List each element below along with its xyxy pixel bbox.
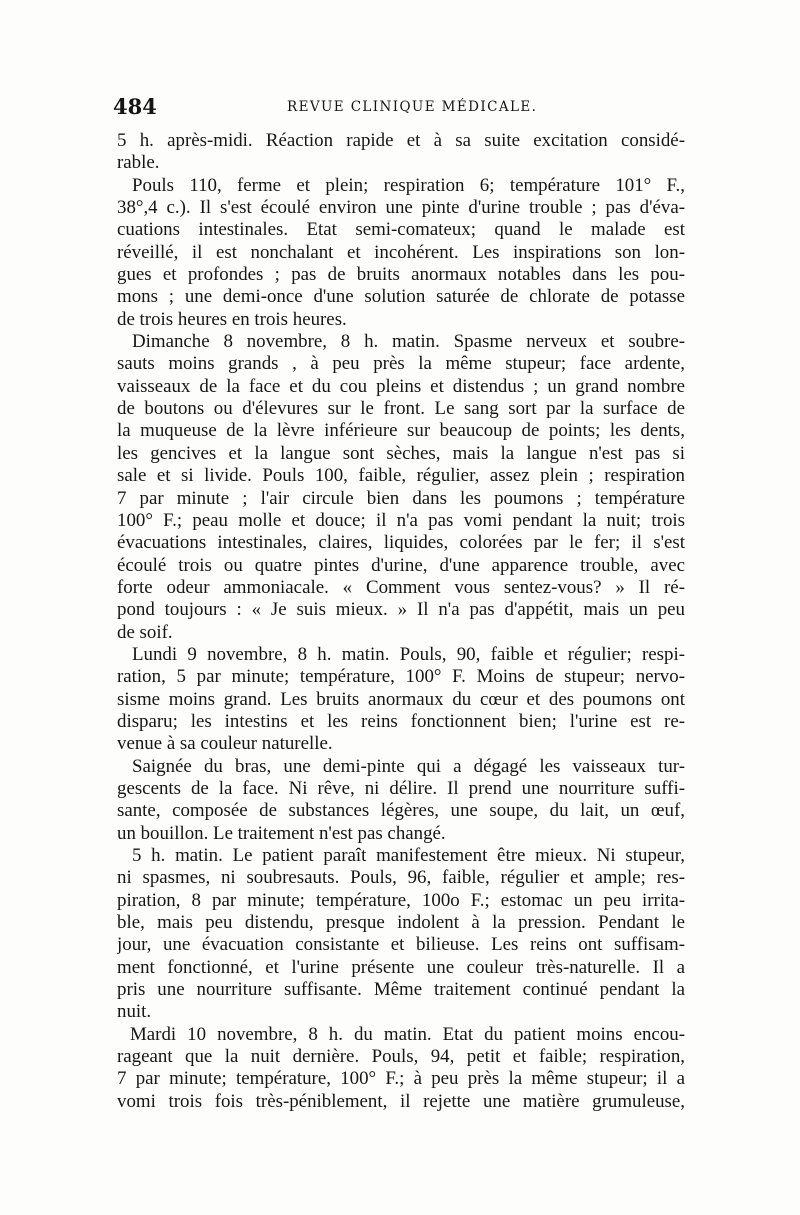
text-line: venue à sa couleur naturelle. bbox=[117, 733, 333, 755]
text-line: de soif. bbox=[117, 621, 173, 643]
text-line: 100° F.; peau molle et douce; il n'a pas vomi pendant la nuit; trois bbox=[117, 509, 685, 531]
text-line: 38°,4 c.). Il s'est écoulé environ une pinte d'urine trouble ; pas d'éva- bbox=[117, 197, 685, 219]
text-line: jour, une évacuation consistante et bilieuse. Les reins ont suffisam- bbox=[117, 934, 685, 956]
text-line: 5 h. après-midi. Réaction rapide et à sa suite excitation considé- bbox=[117, 130, 685, 151]
text-line: de trois heures en trois heures. bbox=[117, 308, 347, 330]
text-line: rageant que la nuit dernière. Pouls, 94, petit et faible; respiration, bbox=[117, 1046, 685, 1068]
text-line: sale et si livide. Pouls 100, faible, régulier, assez plein ; respiration bbox=[117, 465, 685, 487]
text-line: 7 par minute ; l'air circule bien dans les poumons ; température bbox=[117, 487, 685, 509]
text-line: Pouls 110, ferme et plein; respiration 6; température 101° F., bbox=[132, 174, 685, 196]
text-line: sante, composée de substances légères, une soupe, du lait, un œuf, bbox=[117, 800, 685, 822]
text-line: vaisseaux de la face et du cou pleins et distendus ; un grand nombre bbox=[117, 375, 685, 397]
text-line: mons ; une demi-once d'une solution saturée de chlorate de potasse bbox=[117, 286, 685, 308]
text-line: ble, mais peu distendu, presque indolent à la pression. Pendant le bbox=[117, 912, 685, 934]
text-line: gues et profondes ; pas de bruits anormaux notables dans les pou- bbox=[117, 264, 685, 286]
text-line: ment fonctionné, et l'urine présente une couleur très-naturelle. Il a bbox=[117, 956, 685, 978]
running-title: REVUE CLINIQUE MÉDICALE. bbox=[287, 99, 538, 115]
text-line: ration, 5 par minute; température, 100° F. Moins de stupeur; nervo- bbox=[117, 666, 685, 688]
page-header bbox=[113, 94, 685, 124]
text-line: piration, 8 par minute; température, 100o F.; estomac un peu irrita- bbox=[117, 889, 685, 911]
text-line: évacuations intestinales, claires, liquides, colorées par le fer; il s'est bbox=[117, 532, 685, 554]
text-line: rable. bbox=[117, 152, 160, 174]
text-line: ni spasmes, ni soubresauts. Pouls, 96, faible, régulier et ample; res- bbox=[117, 867, 685, 889]
text-line: cuations intestinales. Etat semi-comateux; quand le malade est bbox=[117, 219, 685, 241]
text-line: 7 par minute; température, 100° F.; à peu près la même stupeur; il a bbox=[117, 1068, 685, 1090]
text-line: de boutons ou d'élevures sur le front. Le sang sort par la surface de bbox=[117, 398, 685, 420]
text-line: la muqueuse de la lèvre inférieure sur beaucoup de points; les dents, bbox=[117, 420, 685, 442]
text-line: forte odeur ammoniacale. « Comment vous sentez-vous? » Il ré- bbox=[117, 576, 685, 598]
body-text bbox=[117, 130, 685, 1113]
text-line: vomi trois fois très-péniblement, il rejette une matière grumuleuse, bbox=[117, 1090, 685, 1112]
page-number: 484 bbox=[113, 94, 157, 119]
text-line: Mardi 10 novembre, 8 h. du matin. Etat du patient moins encou- bbox=[130, 1023, 685, 1045]
text-line: Saignée du bras, une demi-pinte qui a dégagé les vaisseaux tur- bbox=[132, 755, 685, 777]
text-line: un bouillon. Le traitement n'est pas changé. bbox=[117, 822, 446, 844]
text-line: sisme moins grand. Les bruits anormaux du cœur et des poumons ont bbox=[117, 688, 685, 710]
text-line: réveillé, il est nonchalant et incohérent. Les inspirations son lon- bbox=[117, 241, 685, 263]
text-line: Dimanche 8 novembre, 8 h. matin. Spasme nerveux et soubre- bbox=[132, 331, 685, 353]
text-line: les gencives et la langue sont sèches, mais la langue n'est pas si bbox=[117, 442, 685, 464]
text-line: gescents de la face. Ni rêve, ni délire. Il prend une nourriture suffi- bbox=[117, 777, 685, 799]
text-line: 5 h. matin. Le patient paraît manifestement être mieux. Ni stupeur, bbox=[132, 845, 685, 866]
text-line: écoulé trois ou quatre pintes d'urine, d'une apparence trouble, avec bbox=[117, 554, 685, 576]
text-line: pris une nourriture suffisante. Même traitement continué pendant la bbox=[117, 979, 685, 1001]
text-line: sauts moins grands , à peu près la même stupeur; face ardente, bbox=[117, 353, 685, 375]
text-line: Lundi 9 novembre, 8 h. matin. Pouls, 90, faible et régulier; respi- bbox=[132, 643, 685, 665]
text-line: disparu; les intestins et les reins fonctionnent bien; l'urine est re- bbox=[117, 710, 685, 732]
text-line: pond toujours : « Je suis mieux. » Il n'a pas d'appétit, mais un peu bbox=[117, 599, 685, 621]
text-line: nuit. bbox=[117, 1001, 152, 1023]
